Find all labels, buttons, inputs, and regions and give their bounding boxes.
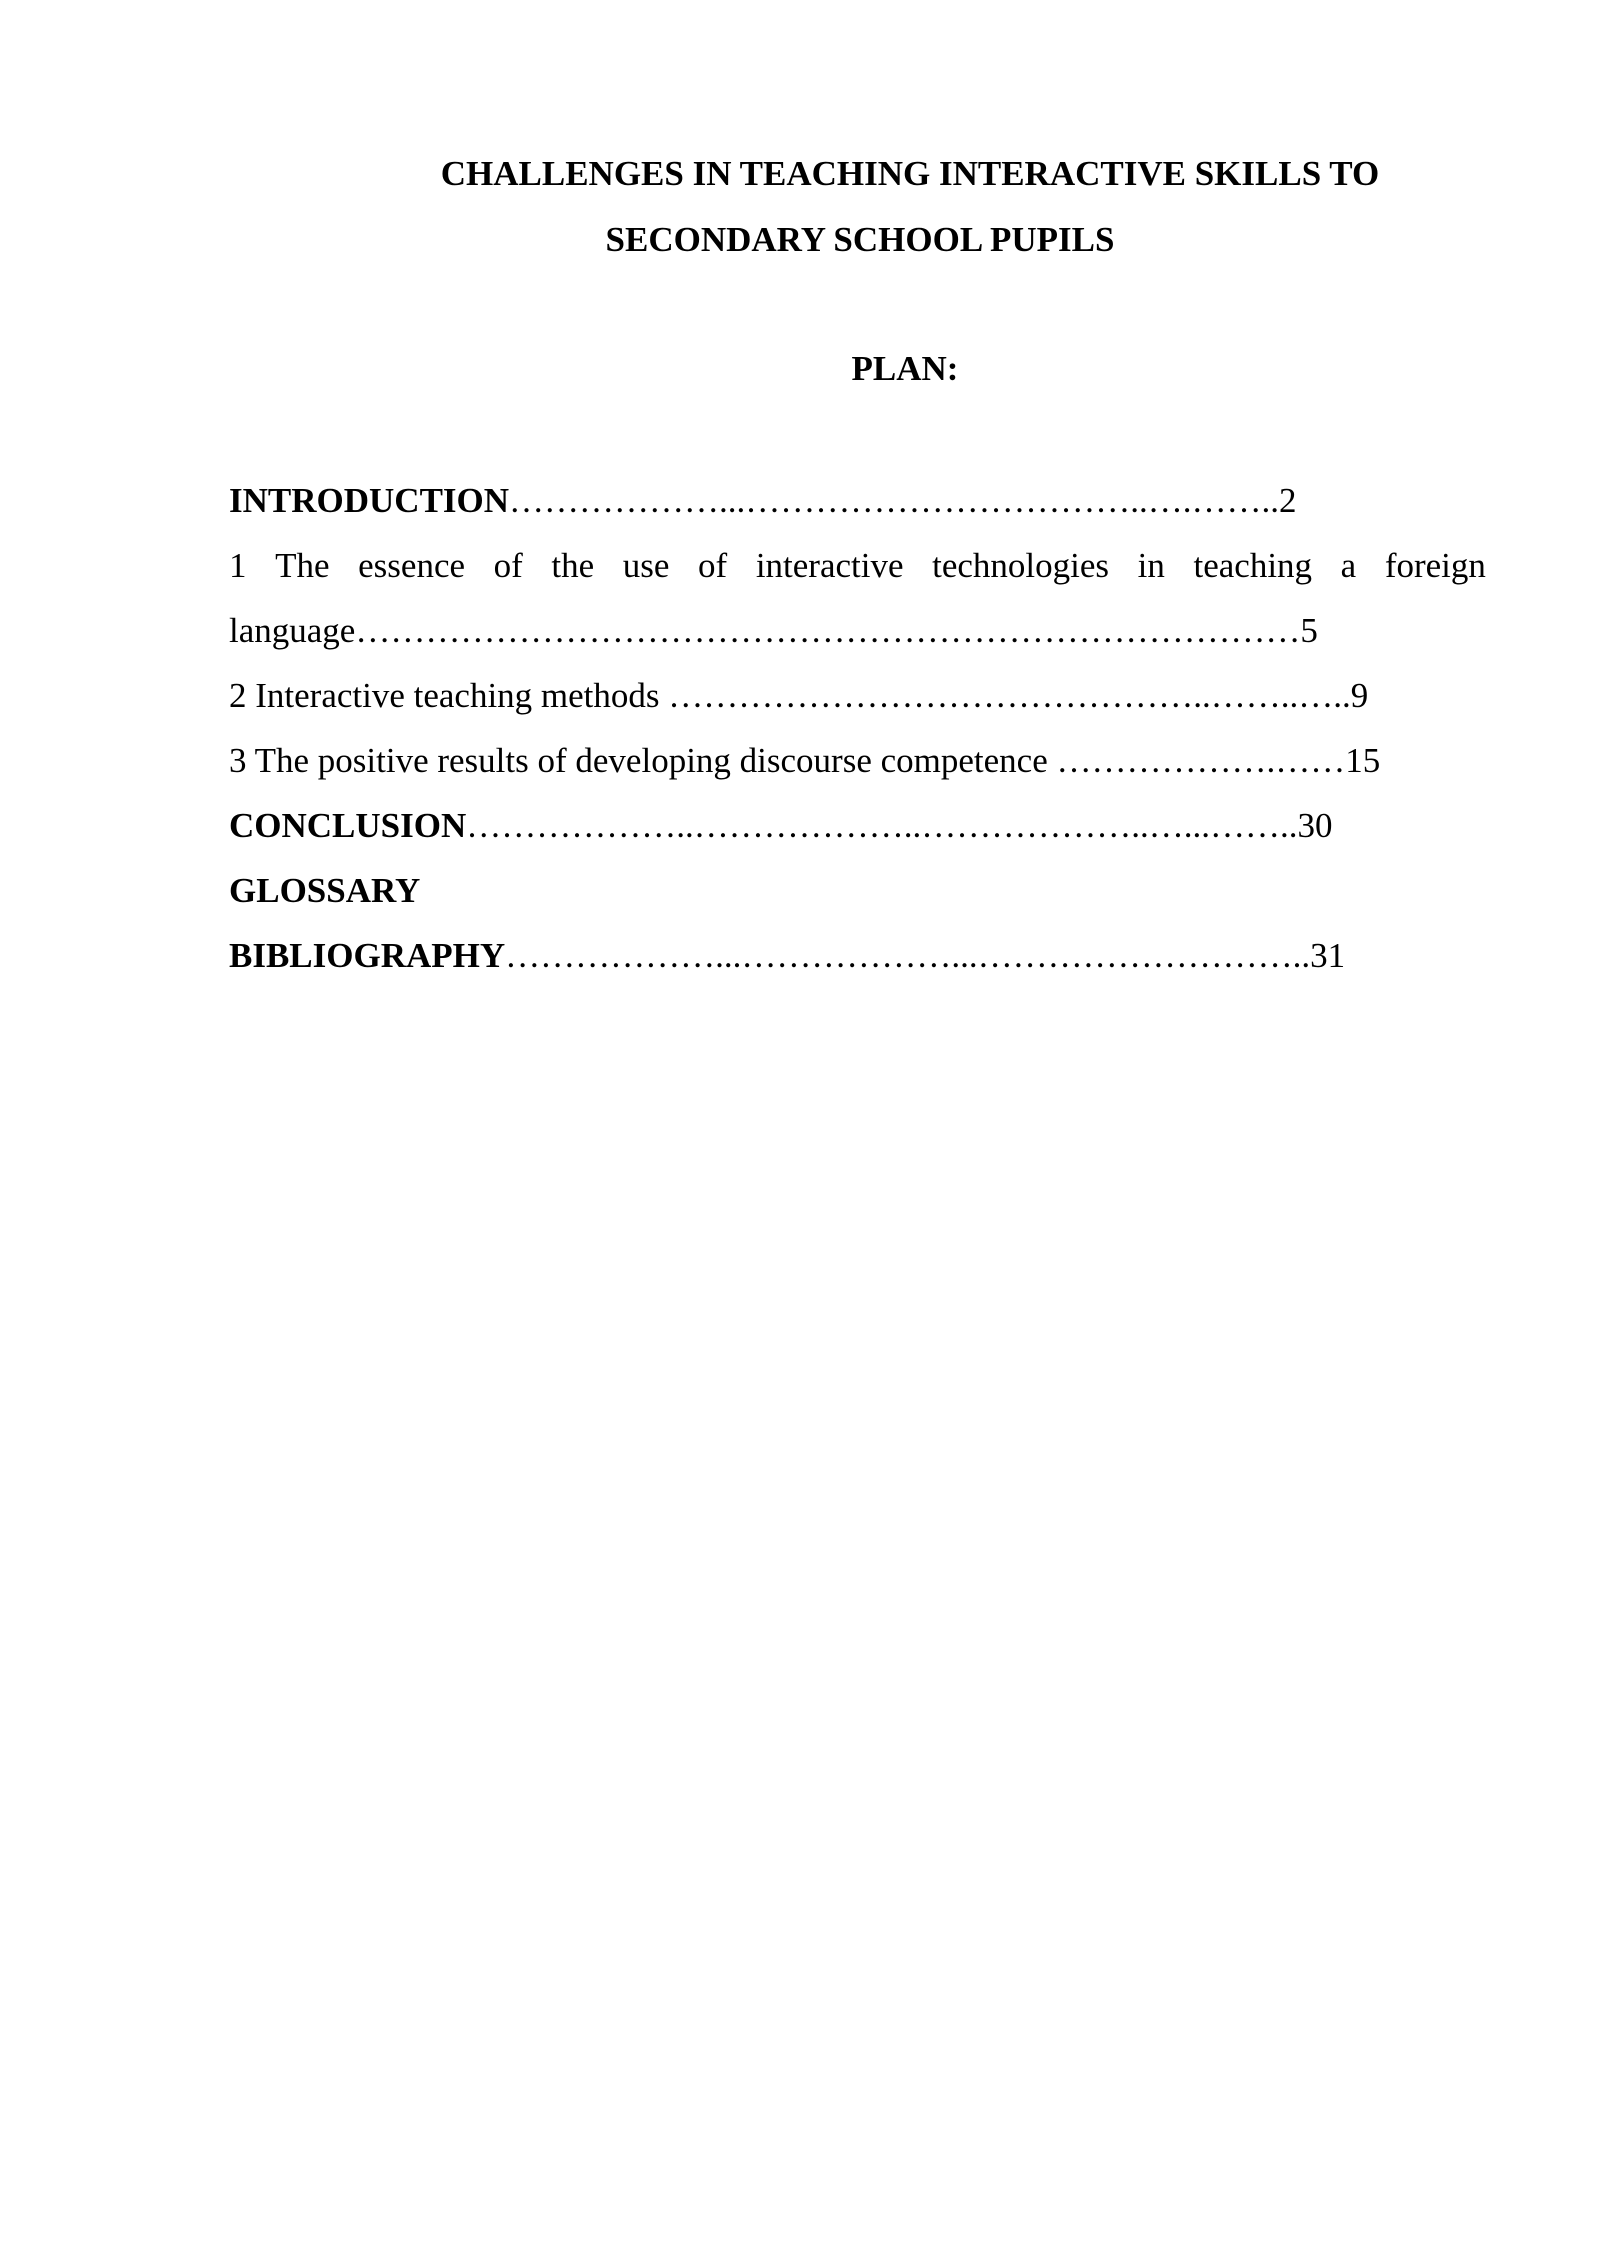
toc-word: 1 <box>229 546 247 585</box>
toc-word: foreign <box>1384 546 1486 585</box>
toc-page-number: 30 <box>1297 806 1333 845</box>
toc-entry-section3 <box>229 741 1486 781</box>
toc-label: GLOSSARY <box>229 871 421 910</box>
toc-entry-conclusion <box>229 806 1486 846</box>
toc-word: use <box>622 546 670 585</box>
toc-entry-bibliography <box>229 936 1486 976</box>
toc-word: the <box>551 546 595 585</box>
plan-heading: PLAN: <box>851 349 959 388</box>
toc-word: in <box>1137 546 1165 585</box>
toc-page-number: 5 <box>1300 611 1318 650</box>
toc-word: of <box>698 546 728 585</box>
toc-entry-section2 <box>229 676 1486 716</box>
toc-page-number: 15 <box>1345 741 1381 780</box>
toc-label: 2 Interactive teaching methods <box>229 676 669 715</box>
toc-entry-section1-line2 <box>229 611 1486 651</box>
toc-label: 3 The positive results of developing discourse competence <box>229 741 1057 780</box>
toc-word: interactive <box>755 546 904 585</box>
toc-label: language <box>229 611 356 650</box>
toc-leader: ……………………………………………………………………… <box>355 611 1301 650</box>
toc-page-number: 31 <box>1310 936 1346 975</box>
toc-entry-glossary <box>229 871 1486 911</box>
toc-page-number: 9 <box>1350 676 1369 715</box>
toc-leader: ………………..………………..………………..…...…….. <box>466 806 1298 845</box>
toc-label: BIBLIOGRAPHY <box>229 936 506 975</box>
toc-word: a <box>1340 546 1357 585</box>
toc-word: The <box>275 546 330 585</box>
toc-leader: ………………...……………………………..….…….. <box>509 481 1280 520</box>
toc-label: INTRODUCTION <box>229 481 510 520</box>
document-title-line2: SECONDARY SCHOOL PUPILS <box>605 220 1115 259</box>
toc-label: CONCLUSION <box>229 806 467 845</box>
toc-word: essence <box>358 546 466 585</box>
toc-leader: ………………...………………...……………………….. <box>505 936 1311 975</box>
toc-word: technologies <box>932 546 1110 585</box>
toc-word: of <box>493 546 523 585</box>
toc-entry-introduction <box>229 481 1486 521</box>
document-title-line1: CHALLENGES IN TEACHING INTERACTIVE SKILLS TO <box>440 154 1380 193</box>
toc-page-number: 2 <box>1279 481 1297 520</box>
toc-word: teaching <box>1193 546 1313 585</box>
toc-leader: ………………………………………..……..….. <box>668 676 1351 715</box>
toc-entry-section1-line1 <box>229 546 1486 586</box>
toc-leader: ……………….…… <box>1056 741 1346 780</box>
